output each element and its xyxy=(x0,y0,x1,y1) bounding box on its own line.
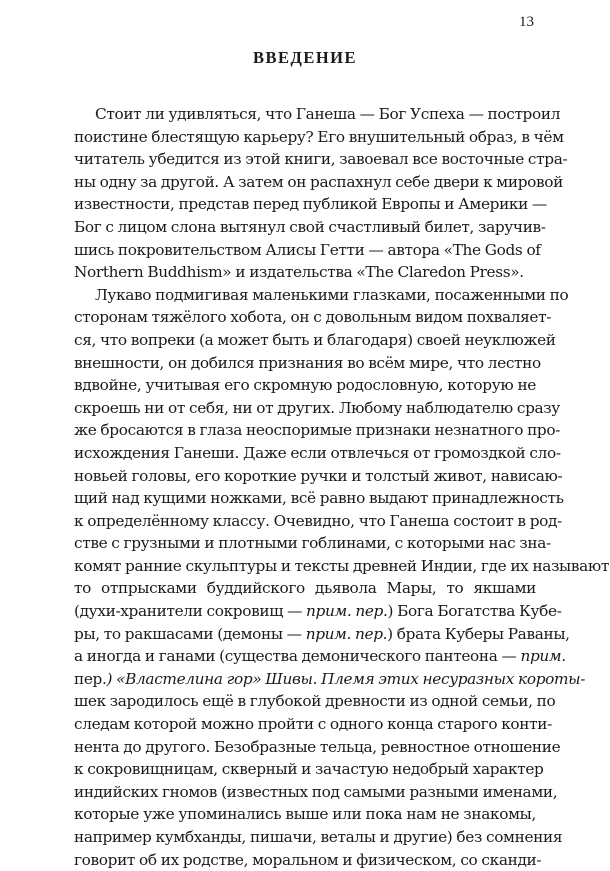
text-line xyxy=(74,803,536,826)
text-line xyxy=(74,329,556,352)
text-segment: скроешь ни от себя, ни от других. Любому наблюдателю сразу xyxy=(74,398,560,417)
text-line xyxy=(74,623,570,646)
text-line xyxy=(74,419,561,442)
text-line xyxy=(74,442,561,465)
text-segment: ся, что вопреки (а может быть и благодаря) своей неуклюжей xyxy=(74,330,556,349)
text-segment: сторонам тяжёлого хобота, он с довольным видом похваляет- xyxy=(74,308,552,327)
text-line xyxy=(74,352,541,375)
text-line xyxy=(74,465,563,488)
text-line xyxy=(74,849,542,871)
text-line xyxy=(74,193,547,216)
text-segment: стве с грузными и плотными гоблинами, с которыми нас зна- xyxy=(74,534,551,553)
text-segment: нента до другого. Безобразные тельца, ревностное отношение xyxy=(74,737,561,756)
text-segment: шек зародилось ещё в глубокой древности из одной семьи, по xyxy=(74,692,556,711)
text-line xyxy=(74,397,560,420)
text-line xyxy=(74,306,552,329)
text-segment: исхождения Ганеши. Даже если отвлечься от громоздкой сло- xyxy=(74,443,561,462)
text-segment: вдвойне, учитывая его скромную родословную, которую не xyxy=(74,376,536,395)
text-line xyxy=(74,826,563,849)
text-line xyxy=(74,126,564,149)
text-segment: читатель убедится из этой книги, завоевал все восточные стра- xyxy=(74,150,568,169)
text-segment: Стоит ли удивляться, что Ганеша — Бог Успеха — построил xyxy=(95,105,561,123)
text-line xyxy=(74,668,586,691)
text-segment: комят ранние скульптуры и тексты древней Индии, где их называют xyxy=(74,556,609,575)
text-segment: известности, представ перед публикой Европы и Америки — xyxy=(74,195,547,214)
text-segment: ны одну за другой. А затем он распахнул себе двери к мировой xyxy=(74,172,563,191)
text-segment: новьей головы, его короткие ручки и толстый живот, нависаю- xyxy=(74,466,563,485)
translator-note: прим. пер. xyxy=(306,602,388,621)
text-line xyxy=(74,577,536,600)
text-segment: щий над кущими ножками, всё равно выдают принадлежность xyxy=(74,489,564,508)
translator-note: прим. xyxy=(520,647,566,666)
text-line xyxy=(74,374,536,397)
text-segment: поистине блестящую карьеру? Его внушительный образ, в чём xyxy=(74,127,564,146)
text-line xyxy=(74,736,561,759)
text-segment: ) брата Куберы Раваны, xyxy=(387,624,570,643)
text-line xyxy=(74,216,546,239)
text-segment: к определённому классу. Очевидно, что Ганеша состоит в род- xyxy=(74,511,562,530)
chapter-title: ВВЕДЕНИЕ xyxy=(252,48,358,67)
text-segment: которые уже упоминались выше или пока нам не знакомы, xyxy=(74,805,536,824)
text-segment: говорит об их родстве, моральном и физическом, со сканди- xyxy=(74,850,542,869)
text-segment: Лукаво подмигивая маленькими глазками, посаженными по xyxy=(95,285,569,304)
text-segment: Northern Buddhism» и издательства «The Claredon Press». xyxy=(74,263,524,282)
text-segment: а иногда и ганами (существа демонического пантеона — xyxy=(74,647,521,666)
text-segment: ры, то ракшасами (демоны — xyxy=(74,624,306,643)
text-line xyxy=(74,171,563,194)
text-line xyxy=(74,103,561,126)
text-segment: (духи-хранители сокровищ — xyxy=(74,602,307,621)
text-segment: шись покровительством Алисы Гетти — автора «The Gods of xyxy=(74,240,541,259)
text-segment: внешности, он добился признания во всём мире, что лестно xyxy=(74,353,541,372)
text-line xyxy=(74,148,568,171)
text-line xyxy=(74,713,552,736)
body-text xyxy=(74,103,609,871)
text-line xyxy=(74,261,536,284)
text-line xyxy=(74,510,562,533)
text-segment: ) Бога Богатства Кубе- xyxy=(387,602,562,621)
translator-note: прим. пер. xyxy=(305,624,388,643)
text-segment: пер. xyxy=(74,669,107,688)
translator-note: ) «Властелина гор» Шивы. Племя этих несуразных короты- xyxy=(106,669,586,688)
text-line xyxy=(74,600,562,623)
text-line xyxy=(74,555,609,578)
text-line xyxy=(74,645,566,668)
text-segment: к сокровищницам, скверный и зачастую недобрый характер xyxy=(74,760,544,779)
text-line xyxy=(74,284,569,307)
text-line xyxy=(74,781,558,804)
text-segment: например кумбханды, пишачи, веталы и другие) без сомнения xyxy=(74,828,563,846)
page-number: 13 xyxy=(519,14,534,30)
text-line xyxy=(74,690,556,713)
text-segment: же бросаются в глаза неоспоримые признаки незнатного про- xyxy=(74,421,561,440)
text-line xyxy=(74,487,564,510)
text-segment: индийских гномов (известных под самыми разными именами, xyxy=(74,782,558,801)
text-segment: следам которой можно пройти с одного конца старого конти- xyxy=(74,715,552,734)
text-line xyxy=(74,532,551,555)
text-line xyxy=(74,758,544,781)
text-segment: то отпрысками буддийского дьявола Мары, то якшами xyxy=(74,579,536,598)
text-line xyxy=(74,239,541,262)
text-segment: Бог с лицом слона вытянул свой счастливый билет, заручив- xyxy=(74,217,546,236)
